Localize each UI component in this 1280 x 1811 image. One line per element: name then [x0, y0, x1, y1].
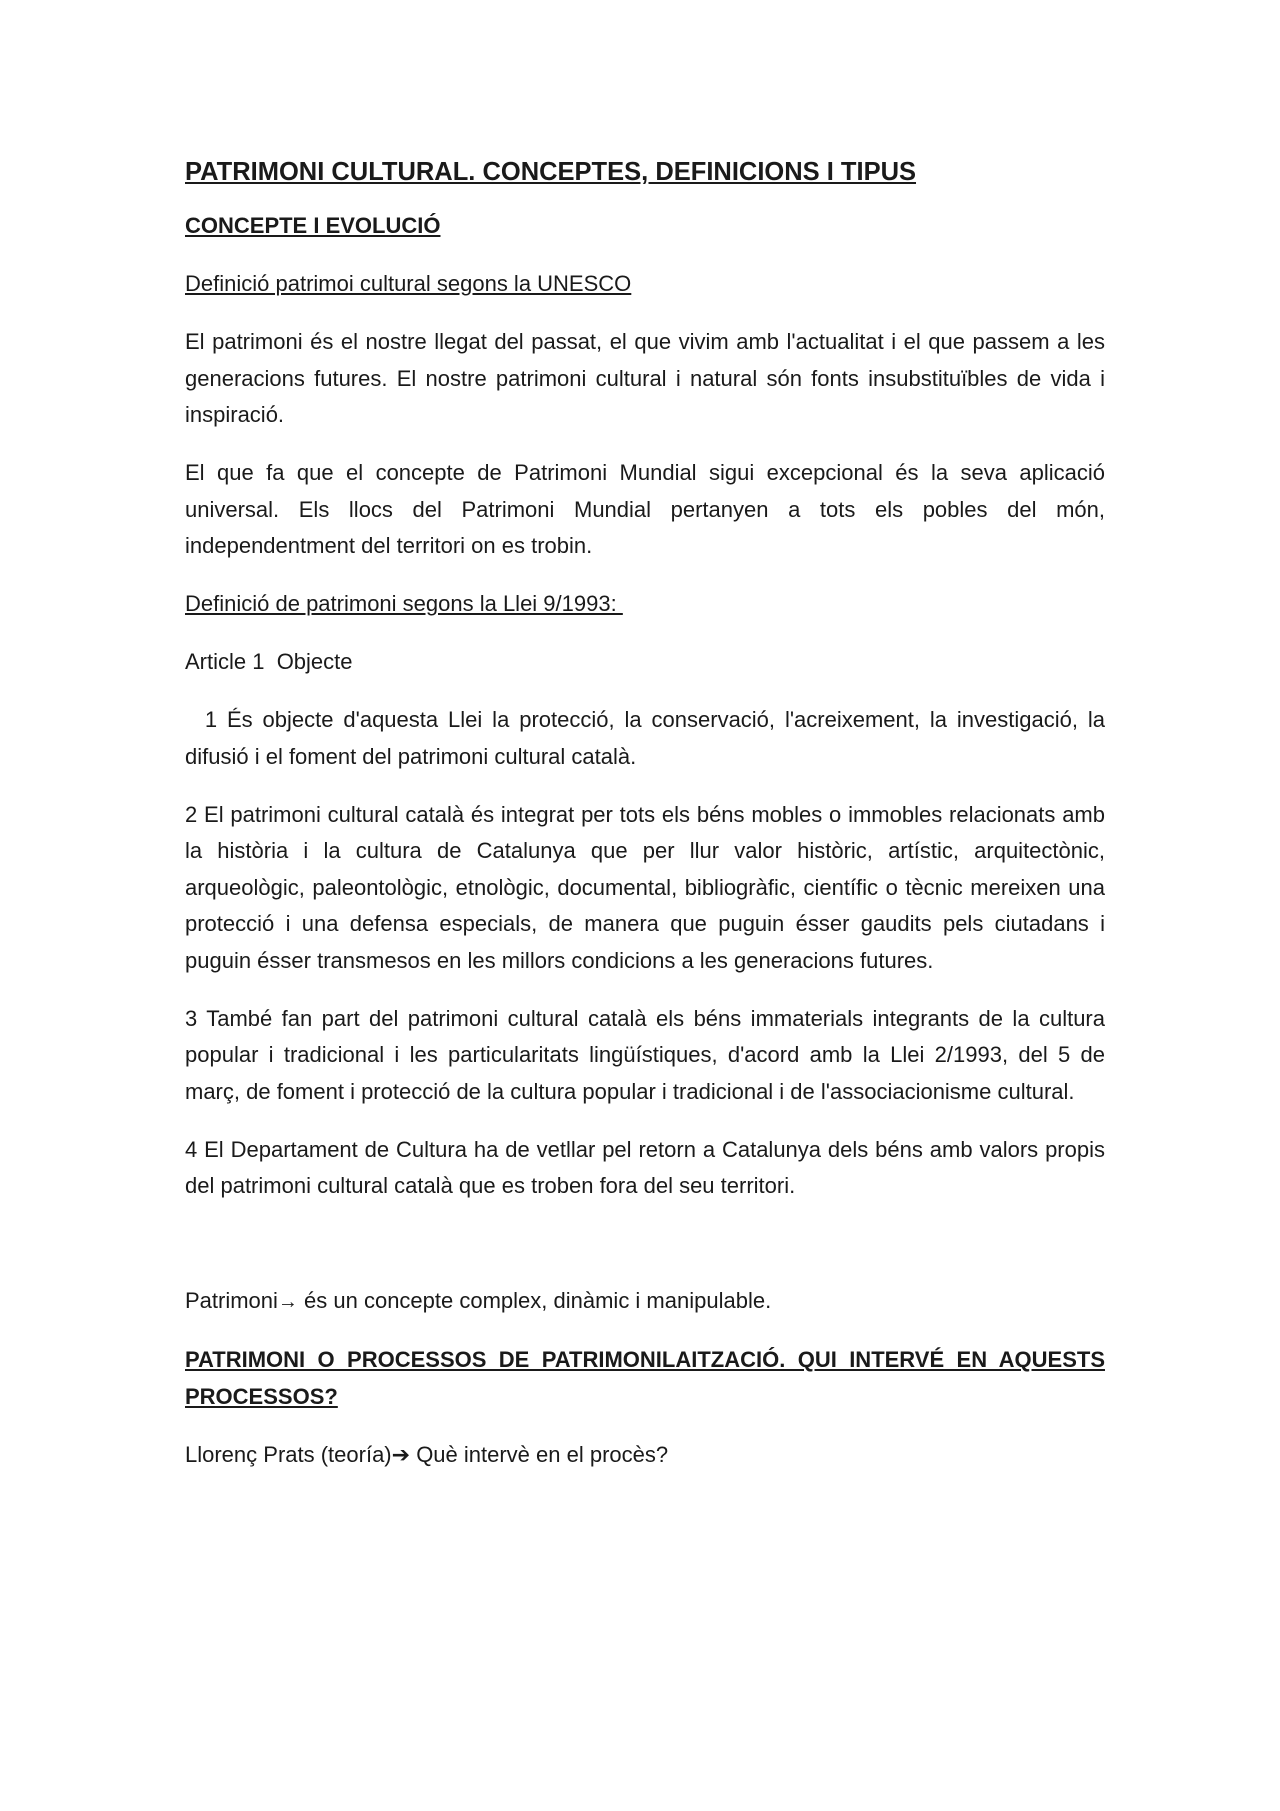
- section-heading-concepte: CONCEPTE I EVOLUCIÓ: [185, 213, 441, 238]
- prats-statement: [185, 1437, 1105, 1474]
- article-point-3: 3 També fan part del patrimoni cultural català els béns immaterials integrants de la cultura popular i tradicional i les particularitats lingüístiques, d'acord amb la Llei 2/1993, del 5 de març, de foment i protecció de la cultura popular i tradicional i de l'associacionisme cultural.: [185, 1005, 1105, 1104]
- article-point-2: 2 El patrimoni cultural català és integrat per tots els béns mobles o immobles relacionats amb la història i la cultura de Catalunya que per llur valor històric, artístic, arquitectònic, arqueològic, paleontològic, etnològic, documental, bibliogràfic, científic o tècnic mereixen una protecció i una defensa especials, de manera que puguin ésser gaudits pels ciutadans i puguin ésser transmesos en les millors condicions a les generacions futures.: [185, 801, 1105, 973]
- document-title: PATRIMONI CULTURAL. CONCEPTES, DEFINICIONS I TIPUS: [185, 158, 917, 186]
- article-title: Article 1 Objecte: [185, 649, 353, 674]
- patrimoni-statement: [185, 1283, 1105, 1321]
- paragraph-unesco-1: El patrimoni és el nostre llegat del passat, el que vivim amb l'actualitat i el que passem a les generacions futures. El nostre patrimoni cultural i natural són fonts insubstituïbles de vida i inspiració.: [185, 329, 1105, 427]
- article-point-1: 1 És objecte d'aquesta Llei la protecció, la conservació, l'acreixement, la investigació, la difusió i el foment del patrimoni cultural català.: [185, 707, 1112, 769]
- article-point-4: 4 El Departament de Cultura ha de vetllar pel retorn a Catalunya dels béns amb valors propis del patrimoni cultural català que es troben fora del seu territori.: [185, 1136, 1105, 1198]
- right-arrow-icon: →: [277, 1291, 298, 1313]
- bold-right-arrow-icon: ➔: [391, 1441, 411, 1467]
- document-body: [185, 152, 1112, 1495]
- subheading-unesco: Definició patrimoi cultural segons la UNESCO: [185, 271, 632, 296]
- prats-question: Què intervè en el procès?: [410, 1441, 669, 1467]
- prats-author: Llorenç Prats (teoría): [185, 1441, 392, 1467]
- patrimoni-definition: és un concepte complex, dinàmic i manipulable.: [297, 1288, 772, 1313]
- section-heading-processos: PATRIMONI O PROCESSOS DE PATRIMONILAITZACIÓ. QUI INTERVÉ EN AQUESTS PROCESSOS?: [185, 1347, 1105, 1409]
- paragraph-unesco-2: El que fa que el concepte de Patrimoni Mundial sigui excepcional és la seva aplicació universal. Els llocs del Patrimoni Mundial pertanyen a tots els pobles del món, independentment del territori on es trobin.: [185, 460, 1105, 558]
- patrimoni-term: Patrimoni: [185, 1288, 278, 1313]
- subheading-llei: Definició de patrimoni segons la Llei 9/1993:: [185, 591, 623, 616]
- blank-line: [185, 1226, 1105, 1283]
